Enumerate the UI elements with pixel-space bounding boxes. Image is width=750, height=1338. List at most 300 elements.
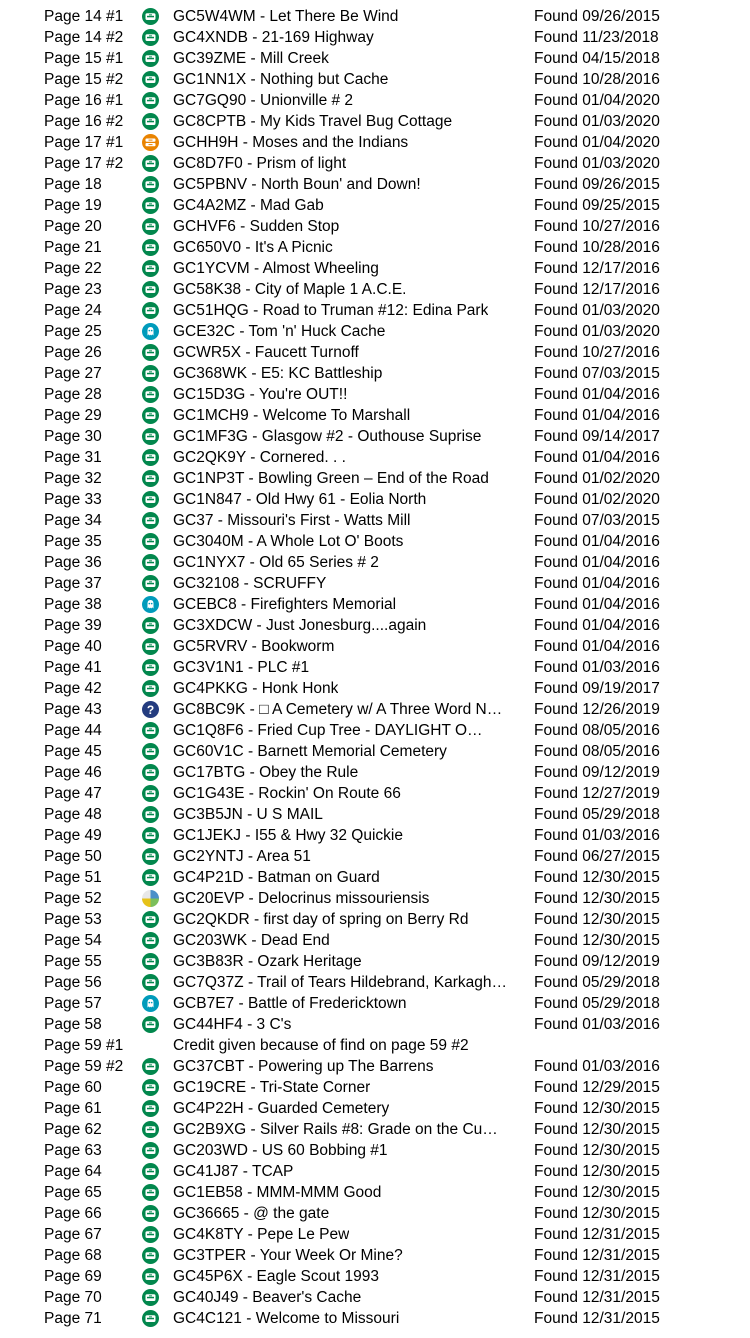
- traditional-cache-icon: [142, 1058, 159, 1075]
- traditional-cache-icon: [142, 8, 159, 25]
- page-label: Page 43: [44, 701, 102, 718]
- page-label: Page 67: [44, 1226, 102, 1243]
- found-date: Found 01/04/2016: [534, 407, 660, 424]
- cache-link[interactable]: GC15D3G - You're OUT!!: [173, 386, 348, 403]
- traditional-cache-icon: [142, 1016, 159, 1033]
- page-label: Page 68: [44, 1247, 102, 1264]
- cache-link[interactable]: GC1JEKJ - I55 & Hwy 32 Quickie: [173, 827, 403, 844]
- list-row: [0, 1224, 750, 1245]
- virtual-cache-icon: [142, 596, 159, 613]
- page-label: Page 39: [44, 617, 102, 634]
- cache-link[interactable]: GC650V0 - It's A Picnic: [173, 239, 333, 256]
- page-label: Page 16 #2: [44, 113, 124, 130]
- found-date: Found 01/04/2016: [534, 617, 660, 634]
- found-date: Found 07/03/2015: [534, 365, 660, 382]
- cache-link[interactable]: GC3B83R - Ozark Heritage: [173, 953, 362, 970]
- found-date: Found 07/03/2015: [534, 512, 660, 529]
- traditional-cache-icon: [142, 554, 159, 571]
- page-label: Page 15 #1: [44, 50, 124, 67]
- cache-link[interactable]: GC32108 - SCRUFFY: [173, 575, 327, 592]
- traditional-cache-icon: [142, 470, 159, 487]
- cache-link[interactable]: GC60V1C - Barnett Memorial Cemetery: [173, 743, 447, 760]
- traditional-cache-icon: [142, 827, 159, 844]
- found-date: Found 12/30/2015: [534, 890, 660, 907]
- list-row: [0, 930, 750, 951]
- traditional-cache-icon: [142, 281, 159, 298]
- cache-link[interactable]: GC4PKKG - Honk Honk: [173, 680, 339, 697]
- page-label: Page 64: [44, 1163, 102, 1180]
- list-row: [0, 300, 750, 321]
- found-date: Found 12/17/2016: [534, 281, 660, 298]
- page-label: Page 28: [44, 386, 102, 403]
- cache-link[interactable]: GC1EB58 - MMM-MMM Good: [173, 1184, 382, 1201]
- list-row: [0, 48, 750, 69]
- traditional-cache-icon: [142, 1226, 159, 1243]
- page-label: Page 60: [44, 1079, 102, 1096]
- traditional-cache-icon: [142, 407, 159, 424]
- list-row: [0, 1077, 750, 1098]
- traditional-cache-icon: [142, 911, 159, 928]
- traditional-cache-icon: [142, 1247, 159, 1264]
- list-row: [0, 216, 750, 237]
- cache-link[interactable]: GC2QKDR - first day of spring on Berry Rd: [173, 911, 469, 928]
- list-row: [0, 888, 750, 909]
- found-date: Found 12/30/2015: [534, 1205, 660, 1222]
- found-date: Found 09/14/2017: [534, 428, 660, 445]
- traditional-cache-icon: [142, 743, 159, 760]
- cache-link[interactable]: GC1YCVM - Almost Wheeling: [173, 260, 379, 277]
- traditional-cache-icon: [142, 617, 159, 634]
- list-row: [0, 741, 750, 762]
- traditional-cache-icon: [142, 92, 159, 109]
- traditional-cache-icon: [142, 1310, 159, 1327]
- page-label: Page 14 #2: [44, 29, 124, 46]
- cache-link[interactable]: GC58K38 - City of Maple 1 A.C.E.: [173, 281, 407, 298]
- list-row: [0, 489, 750, 510]
- cache-link[interactable]: GC5W4WM - Let There Be Wind: [173, 8, 399, 25]
- found-date: Found 12/31/2015: [534, 1289, 660, 1306]
- page-label: Page 42: [44, 680, 102, 697]
- page-label: Page 29: [44, 407, 102, 424]
- found-date: Found 01/02/2020: [534, 491, 660, 508]
- list-row: [0, 174, 750, 195]
- page-label: Page 71: [44, 1310, 102, 1327]
- page-label: Page 18: [44, 176, 102, 193]
- page-label: Page 48: [44, 806, 102, 823]
- list-row: [0, 783, 750, 804]
- traditional-cache-icon: [142, 71, 159, 88]
- cache-link[interactable]: GC37CBT - Powering up The Barrens: [173, 1058, 434, 1075]
- found-date: Found 09/12/2019: [534, 764, 660, 781]
- cache-link[interactable]: GC1Q8F6 - Fried Cup Tree - DAYLIGHT O…: [173, 722, 483, 739]
- list-row: [0, 552, 750, 573]
- page-label: Page 40: [44, 638, 102, 655]
- multi-cache-icon: [142, 134, 159, 151]
- page-label: Page 62: [44, 1121, 102, 1138]
- page-label: Page 51: [44, 869, 102, 886]
- found-date: Found 01/04/2016: [534, 386, 660, 403]
- page-label: Page 66: [44, 1205, 102, 1222]
- traditional-cache-icon: [142, 575, 159, 592]
- found-date: Found 01/04/2016: [534, 554, 660, 571]
- page-label: Page 46: [44, 764, 102, 781]
- found-date: Found 12/30/2015: [534, 1163, 660, 1180]
- cache-link[interactable]: GC1NP3T - Bowling Green – End of the Road: [173, 470, 489, 487]
- cache-link[interactable]: GCB7E7 - Battle of Fredericktown: [173, 995, 407, 1012]
- list-row: [0, 867, 750, 888]
- page-label: Page 52: [44, 890, 102, 907]
- list-row: [0, 951, 750, 972]
- traditional-cache-icon: [142, 848, 159, 865]
- cache-link[interactable]: GC51HQG - Road to Truman #12: Edina Park: [173, 302, 489, 319]
- page-label: Page 55: [44, 953, 102, 970]
- found-date: Found 08/05/2016: [534, 743, 660, 760]
- list-row: [0, 6, 750, 27]
- page-label: Page 50: [44, 848, 102, 865]
- found-date: Found 10/27/2016: [534, 344, 660, 361]
- traditional-cache-icon: [142, 764, 159, 781]
- traditional-cache-icon: [142, 344, 159, 361]
- traditional-cache-icon: [142, 365, 159, 382]
- page-label: Page 59 #1: [44, 1037, 124, 1054]
- traditional-cache-icon: [142, 1121, 159, 1138]
- cache-link[interactable]: GCHVF6 - Sudden Stop: [173, 218, 340, 235]
- cache-link[interactable]: GC1G43E - Rockin' On Route 66: [173, 785, 401, 802]
- list-row: [0, 1035, 750, 1056]
- cache-link[interactable]: GC8BC9K - □ A Cemetery w/ A Three Word N…: [173, 701, 503, 718]
- traditional-cache-icon: [142, 239, 159, 256]
- page-label: Page 54: [44, 932, 102, 949]
- found-date: Found 08/05/2016: [534, 722, 660, 739]
- page-label: Page 14 #1: [44, 8, 124, 25]
- cache-link[interactable]: GCEBC8 - Firefighters Memorial: [173, 596, 397, 613]
- traditional-cache-icon: [142, 176, 159, 193]
- found-date: Found 01/04/2016: [534, 533, 660, 550]
- page-label: Page 21: [44, 239, 102, 256]
- page-label: Page 65: [44, 1184, 102, 1201]
- page-label: Page 27: [44, 365, 102, 382]
- page-label: Page 26: [44, 344, 102, 361]
- found-date: Found 09/26/2015: [534, 8, 660, 25]
- virtual-cache-icon: [142, 995, 159, 1012]
- traditional-cache-icon: [142, 50, 159, 67]
- found-date: Found 01/03/2016: [534, 827, 660, 844]
- cache-link[interactable]: GC203WD - US 60 Bobbing #1: [173, 1142, 388, 1159]
- cache-link[interactable]: GC40J49 - Beaver's Cache: [173, 1289, 362, 1306]
- page-label: Page 20: [44, 218, 102, 235]
- list-row: [0, 111, 750, 132]
- traditional-cache-icon: [142, 869, 159, 886]
- cache-link[interactable]: GCHH9H - Moses and the Indians: [173, 134, 409, 151]
- list-row: [0, 384, 750, 405]
- traditional-cache-icon: [142, 218, 159, 235]
- traditional-cache-icon: [142, 1268, 159, 1285]
- found-date: Found 12/26/2019: [534, 701, 660, 718]
- traditional-cache-icon: [142, 785, 159, 802]
- traditional-cache-icon: [142, 302, 159, 319]
- cache-link[interactable]: GCE32C - Tom 'n' Huck Cache: [173, 323, 386, 340]
- cache-link[interactable]: GC7Q37Z - Trail of Tears Hildebrand, Karkagh…: [173, 974, 507, 991]
- virtual-cache-icon: [142, 323, 159, 340]
- traditional-cache-icon: [142, 533, 159, 550]
- found-date: Found 11/23/2018: [534, 29, 659, 46]
- page-label: Page 61: [44, 1100, 102, 1117]
- cache-link[interactable]: GC41J87 - TCAP: [173, 1163, 294, 1180]
- cache-link[interactable]: GC1N847 - Old Hwy 61 - Eolia North: [173, 491, 427, 508]
- traditional-cache-icon: [142, 1142, 159, 1159]
- page-label: Page 31: [44, 449, 102, 466]
- list-row: [0, 195, 750, 216]
- list-row: [0, 1119, 750, 1140]
- found-date: Found 01/04/2016: [534, 575, 660, 592]
- found-date: Found 05/29/2018: [534, 974, 660, 991]
- found-date: Found 09/26/2015: [534, 176, 660, 193]
- traditional-cache-icon: [142, 29, 159, 46]
- list-row: [0, 1266, 750, 1287]
- page-label: Page 30: [44, 428, 102, 445]
- list-row: [0, 342, 750, 363]
- list-row: [0, 762, 750, 783]
- list-row: [0, 1140, 750, 1161]
- page-label: Page 69: [44, 1268, 102, 1285]
- traditional-cache-icon: [142, 806, 159, 823]
- found-date: Found 01/03/2020: [534, 113, 660, 130]
- traditional-cache-icon: [142, 974, 159, 991]
- cache-link[interactable]: GC4P22H - Guarded Cemetery: [173, 1100, 390, 1117]
- cache-link[interactable]: GC8CPTB - My Kids Travel Bug Cottage: [173, 113, 453, 130]
- list-row: [0, 1056, 750, 1077]
- list-row: [0, 468, 750, 489]
- list-row: [0, 237, 750, 258]
- found-date: Found 01/04/2016: [534, 638, 660, 655]
- page-label: Page 25: [44, 323, 102, 340]
- cache-link[interactable]: GC3XDCW - Just Jonesburg....again: [173, 617, 427, 634]
- traditional-cache-icon: [142, 1100, 159, 1117]
- page-label: Page 47: [44, 785, 102, 802]
- cache-link[interactable]: GC2QK9Y - Cornered. . .: [173, 449, 346, 466]
- list-row: [0, 90, 750, 111]
- found-date: Found 01/04/2020: [534, 134, 660, 151]
- found-date: Found 12/30/2015: [534, 1184, 660, 1201]
- traditional-cache-icon: [142, 197, 159, 214]
- cache-link[interactable]: GC1MCH9 - Welcome To Marshall: [173, 407, 411, 424]
- list-row: [0, 846, 750, 867]
- list-row: [0, 1245, 750, 1266]
- credit-note: Credit given because of find on page 59 #2: [173, 1037, 469, 1054]
- cache-link[interactable]: GC3V1N1 - PLC #1: [173, 659, 310, 676]
- cache-link[interactable]: GC4C121 - Welcome to Missouri: [173, 1310, 400, 1327]
- list-row: [0, 636, 750, 657]
- traditional-cache-icon: [142, 953, 159, 970]
- page-label: Page 53: [44, 911, 102, 928]
- found-date: Found 01/04/2016: [534, 596, 660, 613]
- cache-link[interactable]: GC36665 - @ the gate: [173, 1205, 330, 1222]
- found-date: Found 12/30/2015: [534, 911, 660, 928]
- page-label: Page 59 #2: [44, 1058, 124, 1075]
- list-row: [0, 426, 750, 447]
- page-label: Page 41: [44, 659, 102, 676]
- traditional-cache-icon: [142, 155, 159, 172]
- page-label: Page 38: [44, 596, 102, 613]
- page-label: Page 33: [44, 491, 102, 508]
- traditional-cache-icon: [142, 659, 159, 676]
- found-date: Found 01/03/2016: [534, 659, 660, 676]
- list-row: [0, 363, 750, 384]
- found-date: Found 12/17/2016: [534, 260, 660, 277]
- found-date: Found 09/12/2019: [534, 953, 660, 970]
- cache-link[interactable]: GC39ZME - Mill Creek: [173, 50, 329, 67]
- cache-link[interactable]: GC37 - Missouri's First - Watts Mill: [173, 512, 411, 529]
- found-date: Found 12/31/2015: [534, 1310, 660, 1327]
- traditional-cache-icon: [142, 386, 159, 403]
- list-row: [0, 1182, 750, 1203]
- cache-link[interactable]: GC3TPER - Your Week Or Mine?: [173, 1247, 403, 1264]
- found-date: Found 09/25/2015: [534, 197, 660, 214]
- page-label: Page 37: [44, 575, 102, 592]
- found-date: Found 12/30/2015: [534, 869, 660, 886]
- list-row: [0, 27, 750, 48]
- found-date: Found 10/27/2016: [534, 218, 660, 235]
- found-date: Found 12/30/2015: [534, 932, 660, 949]
- cache-link[interactable]: GC45P6X - Eagle Scout 1993: [173, 1268, 379, 1285]
- list-row: [0, 510, 750, 531]
- traditional-cache-icon: [142, 1205, 159, 1222]
- page-label: Page 34: [44, 512, 102, 529]
- found-date: Found 09/19/2017: [534, 680, 660, 697]
- found-date: Found 01/03/2020: [534, 323, 660, 340]
- traditional-cache-icon: [142, 512, 159, 529]
- list-row: [0, 321, 750, 342]
- cache-link[interactable]: GC19CRE - Tri-State Corner: [173, 1079, 371, 1096]
- found-date: Found 05/29/2018: [534, 806, 660, 823]
- page-label: Page 70: [44, 1289, 102, 1306]
- found-date: Found 06/27/2015: [534, 848, 660, 865]
- cache-link[interactable]: GC5RVRV - Bookworm: [173, 638, 335, 655]
- traditional-cache-icon: [142, 428, 159, 445]
- traditional-cache-icon: [142, 1289, 159, 1306]
- found-date: Found 12/29/2015: [534, 1079, 660, 1096]
- cache-link[interactable]: GCWR5X - Faucett Turnoff: [173, 344, 359, 361]
- traditional-cache-icon: [142, 638, 159, 655]
- found-date: Found 12/31/2015: [534, 1268, 660, 1285]
- page-label: Page 56: [44, 974, 102, 991]
- list-row: [0, 825, 750, 846]
- cache-link[interactable]: GC1NYX7 - Old 65 Series # 2: [173, 554, 379, 571]
- list-row: [0, 279, 750, 300]
- page-label: Page 24: [44, 302, 102, 319]
- cache-link[interactable]: GC4K8TY - Pepe Le Pew: [173, 1226, 350, 1243]
- page-label: Page 58: [44, 1016, 102, 1033]
- traditional-cache-icon: [142, 491, 159, 508]
- found-date: Found 01/04/2020: [534, 92, 660, 109]
- list-row: [0, 531, 750, 552]
- cache-link[interactable]: GC2B9XG - Silver Rails #8: Grade on the Cu…: [173, 1121, 498, 1138]
- page-label: Page 15 #2: [44, 71, 124, 88]
- list-row: [0, 1203, 750, 1224]
- page-label: Page 32: [44, 470, 102, 487]
- page-label: Page 57: [44, 995, 102, 1012]
- traditional-cache-icon: [142, 113, 159, 130]
- earthcache-icon: [142, 890, 159, 907]
- page-label: Page 63: [44, 1142, 102, 1159]
- list-row: [0, 909, 750, 930]
- cache-link[interactable]: GC8D7F0 - Prism of light: [173, 155, 347, 172]
- page-label: Page 49: [44, 827, 102, 844]
- list-row: [0, 993, 750, 1014]
- cache-link[interactable]: GC2YNTJ - Area 51: [173, 848, 311, 865]
- cache-link[interactable]: GC7GQ90 - Unionville # 2: [173, 92, 354, 109]
- page-label: Page 23: [44, 281, 102, 298]
- found-date: Found 01/03/2020: [534, 302, 660, 319]
- list-row: [0, 447, 750, 468]
- cache-log-list: [0, 6, 750, 1329]
- cache-link[interactable]: GC3B5JN - U S MAIL: [173, 806, 323, 823]
- cache-link[interactable]: GC1NN1X - Nothing but Cache: [173, 71, 389, 88]
- page-label: Page 16 #1: [44, 92, 124, 109]
- cache-link[interactable]: GC4P21D - Batman on Guard: [173, 869, 380, 886]
- page-label: Page 44: [44, 722, 102, 739]
- found-date: Found 12/31/2015: [534, 1226, 660, 1243]
- list-row: [0, 678, 750, 699]
- list-row: [0, 699, 750, 720]
- page-label: Page 22: [44, 260, 102, 277]
- page-label: Page 35: [44, 533, 102, 550]
- mystery-cache-icon: [142, 701, 159, 718]
- traditional-cache-icon: [142, 1163, 159, 1180]
- traditional-cache-icon: [142, 1184, 159, 1201]
- page-label: Page 17 #1: [44, 134, 124, 151]
- page-label: Page 19: [44, 197, 102, 214]
- found-date: Found 01/03/2020: [534, 155, 660, 172]
- found-date: Found 01/02/2020: [534, 470, 660, 487]
- found-date: Found 12/30/2015: [534, 1100, 660, 1117]
- found-date: Found 05/29/2018: [534, 995, 660, 1012]
- list-row: [0, 1014, 750, 1035]
- cache-link[interactable]: GC3040M - A Whole Lot O' Boots: [173, 533, 404, 550]
- list-row: [0, 1161, 750, 1182]
- cache-link[interactable]: GC17BTG - Obey the Rule: [173, 764, 359, 781]
- cache-link[interactable]: GC5PBNV - North Boun' and Down!: [173, 176, 421, 193]
- cache-link[interactable]: GC368WK - E5: KC Battleship: [173, 365, 383, 382]
- page-label: Page 17 #2: [44, 155, 124, 172]
- list-row: [0, 153, 750, 174]
- traditional-cache-icon: [142, 449, 159, 466]
- cache-link[interactable]: GC4XNDB - 21-169 Highway: [173, 29, 374, 46]
- cache-link[interactable]: GC1MF3G - Glasgow #2 - Outhouse Suprise: [173, 428, 482, 445]
- found-date: Found 12/30/2015: [534, 1121, 660, 1138]
- found-date: Found 12/30/2015: [534, 1142, 660, 1159]
- list-row: [0, 405, 750, 426]
- found-date: Found 01/03/2016: [534, 1016, 660, 1033]
- found-date: Found 12/27/2019: [534, 785, 660, 802]
- page-label: Page 45: [44, 743, 102, 760]
- list-row: [0, 1098, 750, 1119]
- cache-link[interactable]: GC4A2MZ - Mad Gab: [173, 197, 324, 214]
- traditional-cache-icon: [142, 722, 159, 739]
- found-date: Found 10/28/2016: [534, 239, 660, 256]
- list-row: [0, 573, 750, 594]
- page-label: Page 36: [44, 554, 102, 571]
- cache-link[interactable]: GC203WK - Dead End: [173, 932, 330, 949]
- traditional-cache-icon: [142, 260, 159, 277]
- cache-link[interactable]: GC44HF4 - 3 C's: [173, 1016, 292, 1033]
- list-row: [0, 132, 750, 153]
- list-row: [0, 1308, 750, 1329]
- found-date: Found 04/15/2018: [534, 50, 660, 67]
- cache-link[interactable]: GC20EVP - Delocrinus missouriensis: [173, 890, 430, 907]
- found-date: Found 12/31/2015: [534, 1247, 660, 1264]
- found-date: Found 01/04/2016: [534, 449, 660, 466]
